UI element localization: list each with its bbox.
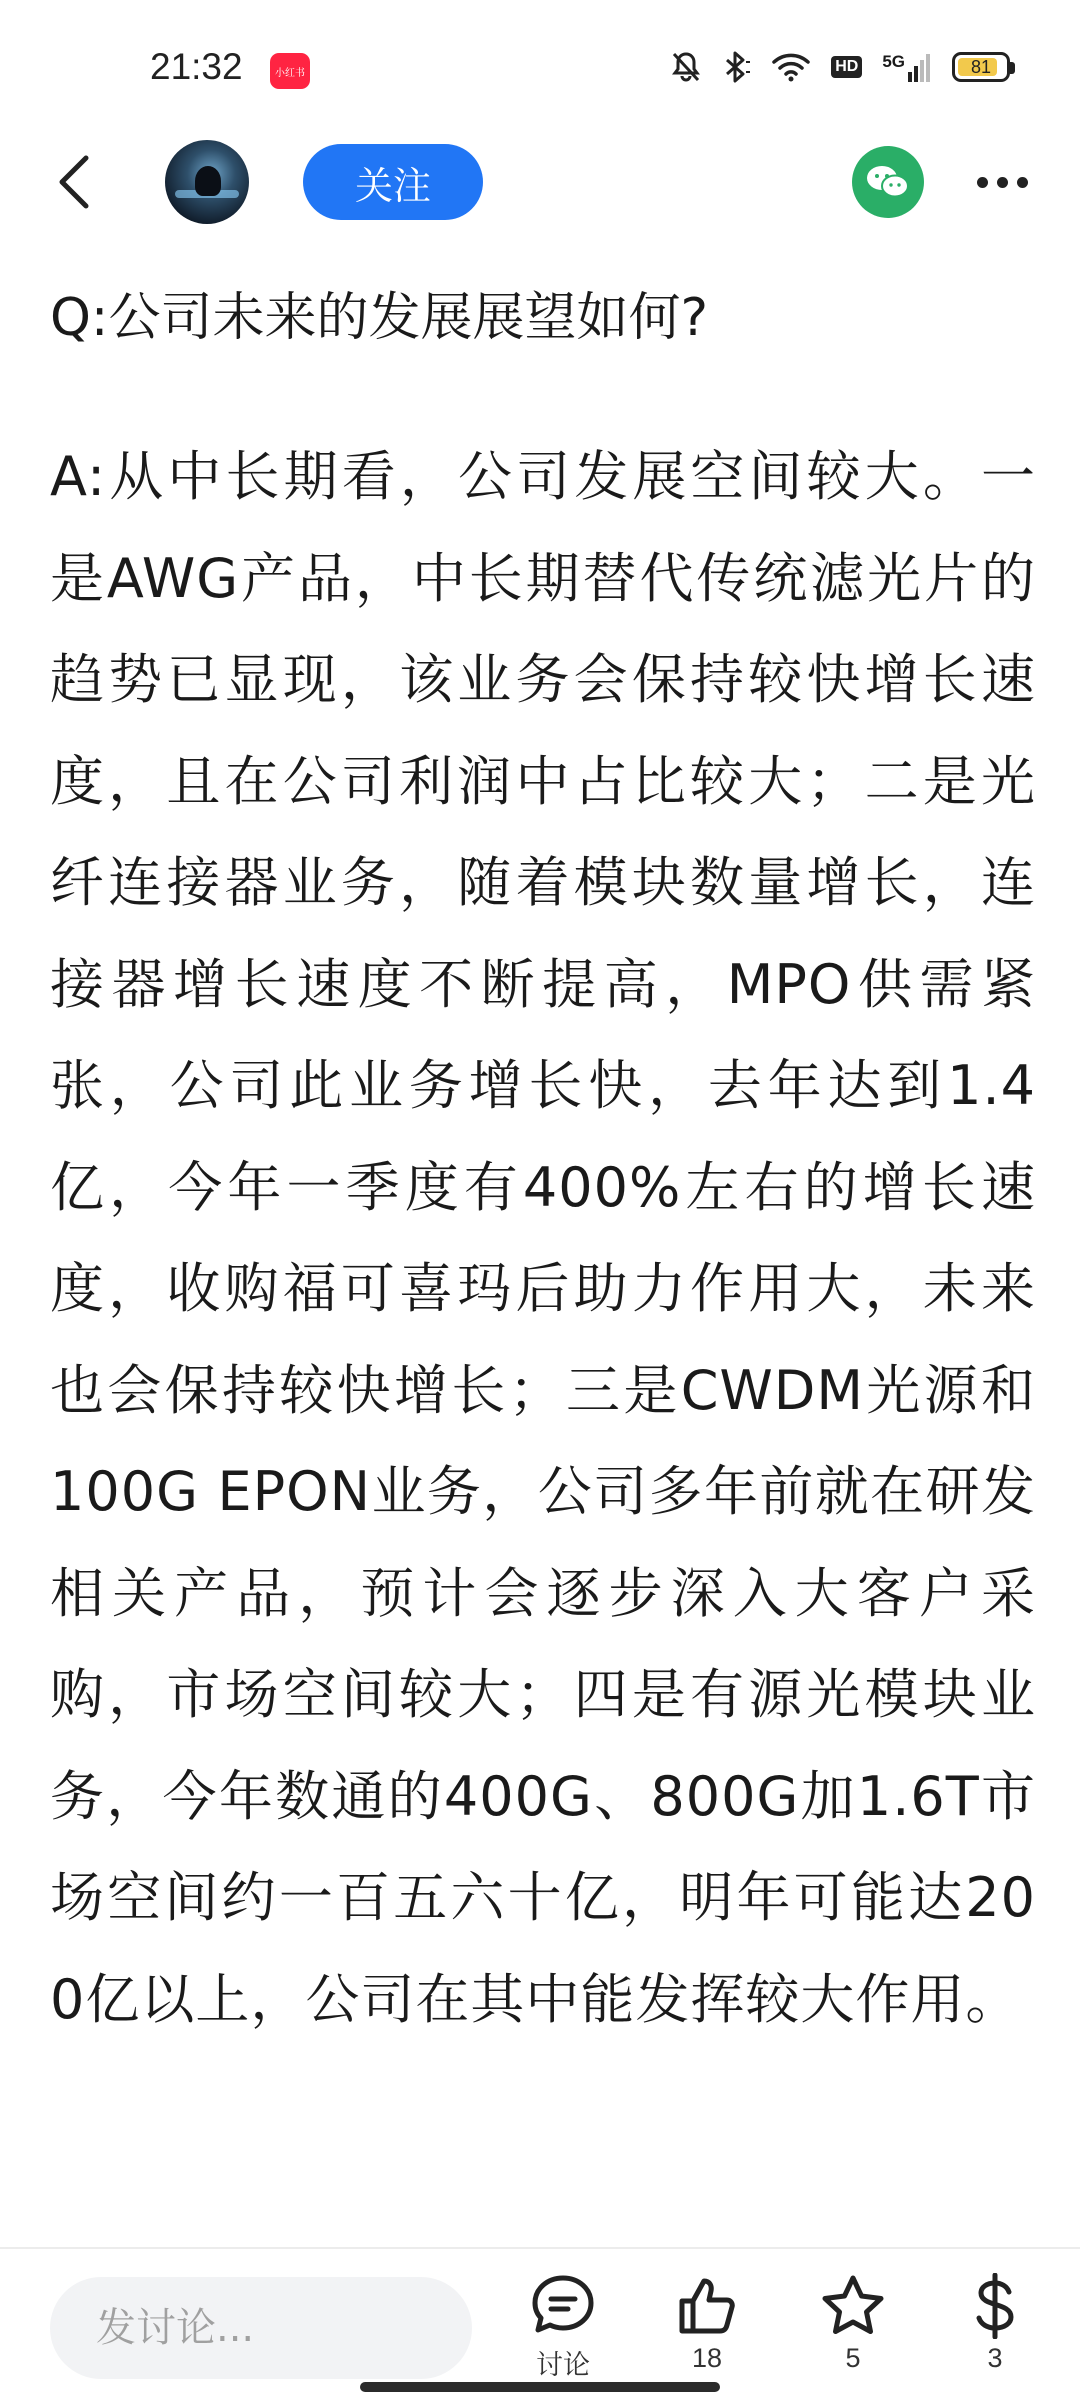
discuss-button[interactable] — [508, 2273, 618, 2382]
avatar[interactable] — [165, 140, 249, 224]
comment-input[interactable] — [50, 2277, 472, 2379]
more-dot — [977, 177, 988, 188]
wechat-share-button[interactable] — [852, 146, 924, 218]
signal-5g-icon — [882, 52, 932, 82]
tip-button[interactable] — [940, 2273, 1050, 2374]
like-count: 18 — [691, 2343, 723, 2373]
avatar-figure — [195, 166, 221, 196]
post-question: Q:公司未来的发展展望如何? — [50, 288, 709, 348]
thumbs-up-icon — [674, 2273, 740, 2339]
like-button[interactable] — [652, 2273, 762, 2374]
network-type-label: 5G — [882, 52, 905, 71]
more-dot — [1017, 177, 1028, 188]
bottom-action-bar — [0, 2247, 1080, 2402]
follow-button[interactable]: 关注 — [303, 144, 483, 220]
post-content — [50, 282, 1036, 2050]
discuss-label: 讨论 — [536, 2350, 590, 2380]
favorite-count: 5 — [845, 2343, 861, 2373]
tip-count: 3 — [987, 2343, 1003, 2373]
wechat-icon — [866, 164, 910, 200]
favorite-button[interactable] — [798, 2273, 908, 2374]
dollar-icon — [962, 2273, 1028, 2339]
status-icons — [671, 50, 1010, 84]
wifi-icon — [771, 52, 811, 82]
back-button[interactable] — [44, 148, 104, 216]
back-icon — [54, 152, 94, 212]
star-icon — [820, 2273, 886, 2339]
bluetooth-icon — [721, 50, 751, 84]
status-time: 21:32 — [150, 46, 243, 87]
home-indicator[interactable] — [360, 2382, 720, 2392]
nav-bar — [0, 140, 1080, 224]
more-button[interactable] — [970, 162, 1034, 202]
battery-level: 81 — [970, 56, 992, 77]
more-dot — [997, 177, 1008, 188]
comment-icon — [530, 2273, 596, 2339]
status-bar — [0, 0, 1080, 140]
mute-icon — [671, 51, 701, 83]
post-answer: A:从中长期看，公司发展空间较大。一是AWG产品，中长期替代传统滤光片的趋势已显现，该业务会保持较快增长速度，且在公司利润中占比较大；二是光纤连接器业务，随着模块数量增长，连接器增长速度不断提高，MPO供需紧张，公司此业务增长快，去年达到1.4亿，今年一季度有400%左右的增长速度，收购福可喜玛后助力作用大，未来也会保持较快增长；三是CWDM光源和100G EPON业务，公司多年前就在研发相关产品，预计会逐步深入大客户采购，市场空间较大；四是有源光模块业务，今年数通的400G、800G加1.6T市场空间约一百五六十亿，明年可能达200亿以上，公司在其中能发挥较大作用。 — [50, 445, 1036, 2031]
battery-icon — [952, 52, 1010, 82]
app-notification-badge: 小红书 — [270, 53, 310, 89]
hd-icon: HD — [831, 56, 862, 78]
